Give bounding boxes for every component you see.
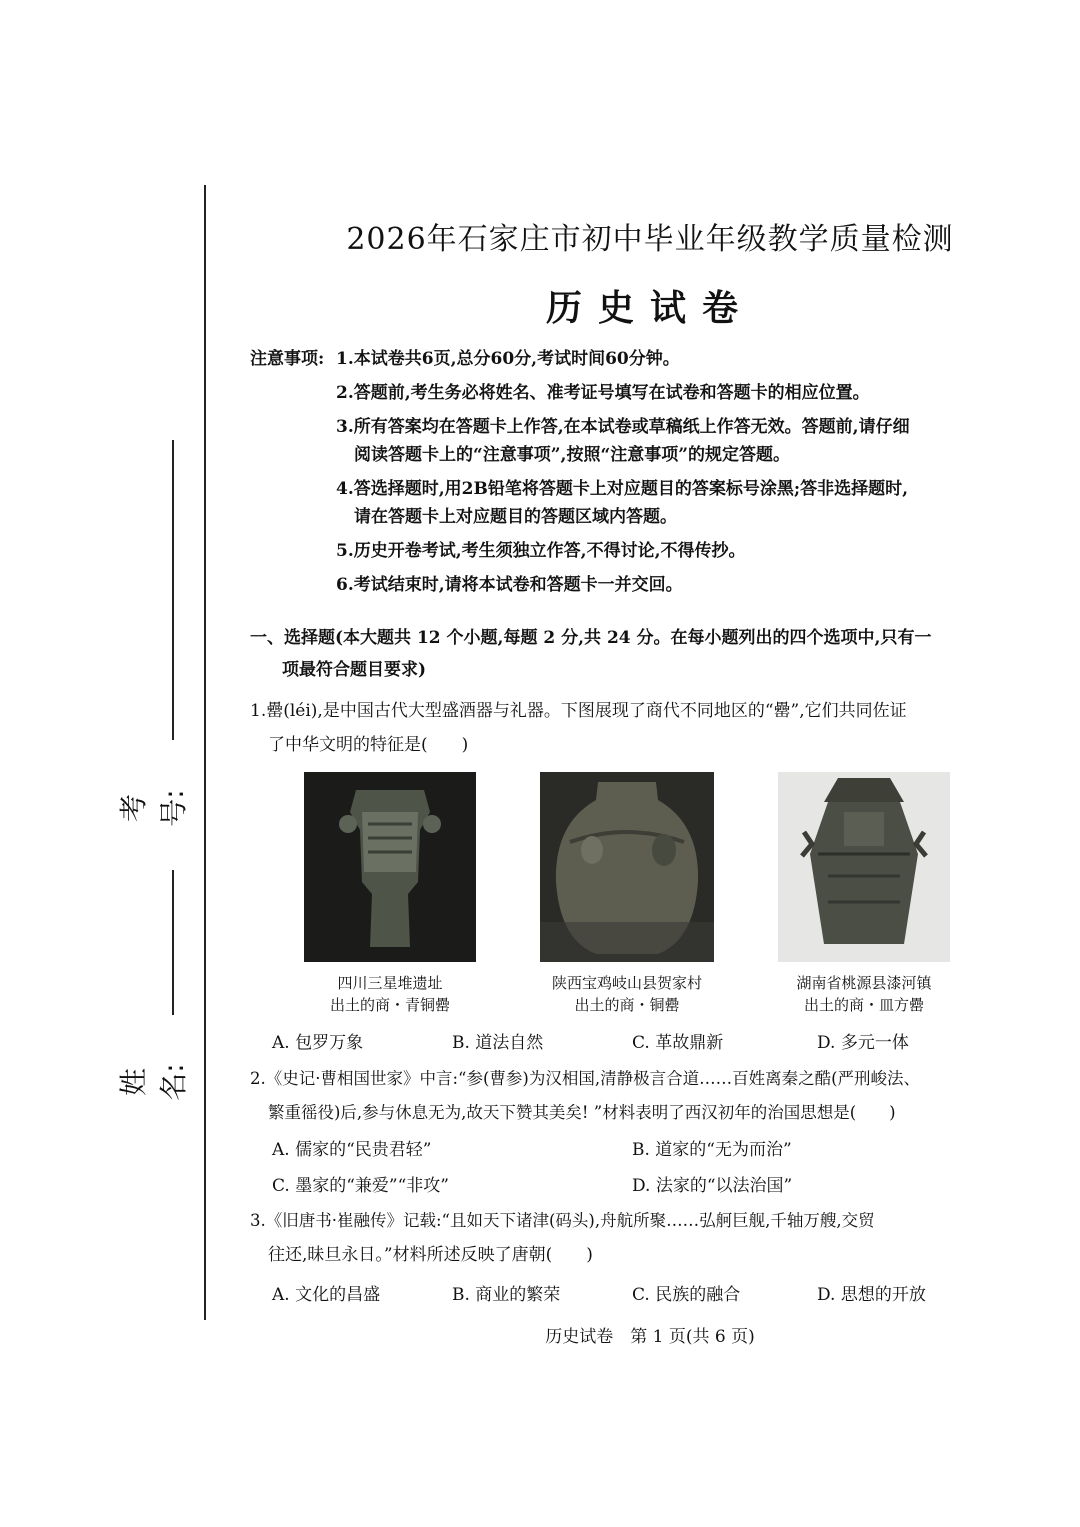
- exam-title: 2026年石家庄市初中毕业年级教学质量检测: [346, 222, 954, 257]
- section-heading-line: 一、选择题(本大题共 12 个小题,每题 2 分,共 24 分。在每小题列出的四个选项中,只有一: [250, 628, 932, 648]
- option-d[interactable]: D. 法家的“以法治国”: [632, 1176, 793, 1196]
- notice-item: 请在答题卡上对应题目的答题区域内答题。: [354, 507, 677, 527]
- question-3-options: [272, 1280, 1012, 1305]
- question-line: 1.罍(léi),是中国古代大型盛酒器与礼器。下图展现了商代不同地区的“罍”,它们共同佐证: [250, 701, 907, 721]
- option-c[interactable]: C. 民族的融合: [632, 1285, 741, 1305]
- caption-line: 出土的商・铜罍: [574, 996, 680, 1014]
- question-line: 繁重徭役)后,参与休息无为,故天下赞其美矣! ”材料表明了西汉初年的治国思想是( ): [268, 1103, 896, 1122]
- question-line: 3.《旧唐书·崔融传》记载:“且如天下诸津(码头),舟航所聚……弘舸巨舰,千轴万艘,交贸: [250, 1211, 875, 1230]
- image-caption-1: [260, 972, 520, 1016]
- option-c[interactable]: C. 墨家的“兼爱”“非攻”: [272, 1176, 449, 1196]
- exam-number-label: 考号:: [117, 789, 190, 827]
- caption-line: 四川三星堆遗址: [337, 974, 443, 992]
- exam-number-underline: [172, 440, 174, 740]
- option-b[interactable]: B. 道法自然: [452, 1033, 544, 1053]
- option-c[interactable]: C. 革故鼎新: [632, 1033, 724, 1053]
- option-b[interactable]: B. 商业的繁荣: [452, 1285, 561, 1305]
- notice-item: 6.考试结束时,请将本试卷和答题卡一并交回。: [336, 575, 683, 595]
- question-line: 了中华文明的特征是( ): [268, 735, 469, 755]
- question-2-options: [272, 1132, 1012, 1204]
- bronze-lei-sanxingdui-image: [304, 772, 476, 962]
- caption-line: 湖南省桃源县漆河镇: [796, 974, 932, 992]
- section-heading-line: 项最符合题目要求): [282, 660, 427, 680]
- notice-head: 注意事项:: [250, 349, 325, 369]
- question-1-options: [272, 1028, 1012, 1053]
- option-d[interactable]: D. 多元一体: [817, 1033, 909, 1053]
- image-caption-2: [497, 972, 757, 1016]
- question-1-stem: [250, 694, 1010, 762]
- option-d[interactable]: D. 思想的开放: [817, 1285, 926, 1305]
- bronze-lei-qishan-image: [540, 772, 714, 962]
- notice-item: 5.历史开卷考试,考生须独立作答,不得讨论,不得传抄。: [336, 541, 746, 561]
- caption-line: 出土的商・青铜罍: [329, 996, 450, 1014]
- question-2-stem: [250, 1062, 1010, 1130]
- exam-subtitle: 历史试卷: [545, 287, 754, 329]
- option-a[interactable]: A. 儒家的“民贵君轻”: [272, 1140, 432, 1160]
- notice-block: [250, 345, 1010, 599]
- image-caption-3: [734, 972, 994, 1016]
- binding-line: [204, 185, 206, 1320]
- bronze-fanglei-image: [778, 772, 950, 962]
- notice-item: 1.本试卷共6页,总分60分,考试时间60分钟。: [336, 349, 680, 369]
- section-heading: [250, 622, 1010, 686]
- page-footer: 历史试卷 第 1 页(共 6 页): [545, 1327, 755, 1347]
- name-label: 姓名:: [117, 1063, 190, 1101]
- option-b[interactable]: B. 道家的“无为而治”: [632, 1140, 792, 1160]
- notice-item: 阅读答题卡上的“注意事项”,按照“注意事项”的规定答题。: [354, 445, 791, 465]
- notice-item: 2.答题前,考生务必将姓名、准考证号填写在试卷和答题卡的相应位置。: [336, 383, 870, 403]
- question-line: 2.《史记·曹相国世家》中言:“参(曹参)为汉相国,清静极言合道……百姓离秦之酷(严刑峻法、: [250, 1069, 921, 1088]
- question-line: 往还,昧旦永日。”材料所述反映了唐朝( ): [268, 1245, 593, 1265]
- option-a[interactable]: A. 文化的昌盛: [272, 1285, 381, 1305]
- notice-item: 4.答选择题时,用2B铅笔将答题卡上对应题目的答案标号涂黑;答非选择题时,: [336, 479, 909, 499]
- notice-item: 3.所有答案均在答题卡上作答,在本试卷或草稿纸上作答无效。答题前,请仔细: [336, 417, 910, 437]
- caption-line: 出土的商・皿方罍: [803, 996, 924, 1014]
- question-3-stem: [250, 1204, 1010, 1272]
- name-underline: [172, 870, 174, 1015]
- caption-line: 陕西宝鸡岐山县贺家村: [551, 974, 702, 992]
- option-a[interactable]: A. 包罗万象: [272, 1033, 364, 1053]
